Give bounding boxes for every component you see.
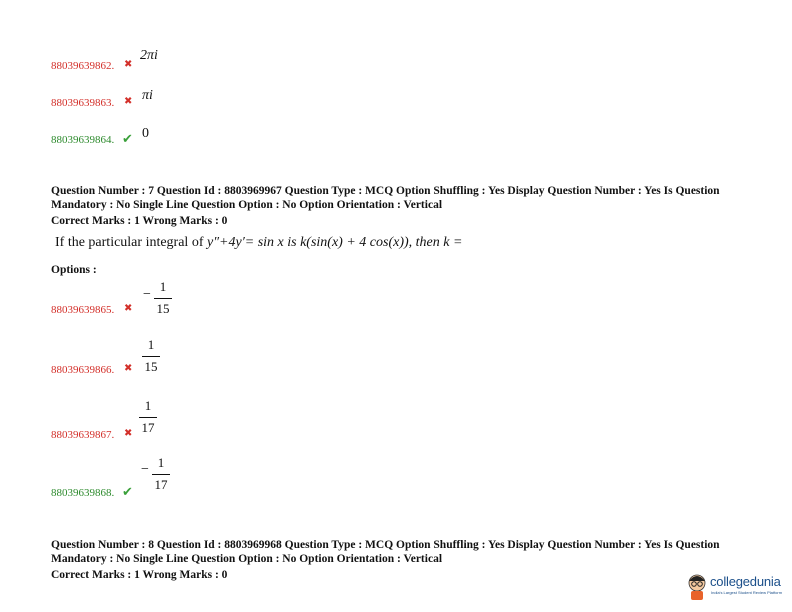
fraction-bar (139, 417, 157, 418)
fraction-numerator: 1 (159, 279, 167, 294)
wrong-mark-icon: ✖ (124, 303, 133, 314)
fraction-sign: − (143, 287, 151, 302)
correct-mark-icon: ✔ (122, 484, 133, 499)
option-fraction (139, 398, 157, 436)
logo-tagline: India's Largest Student Review Platform (711, 590, 783, 595)
question-header-line2: Mandatory : No Single Line Question Option : No Option Orientation : Vertical (51, 198, 443, 211)
option-id: 88039639866. (51, 364, 115, 376)
options-label: Options : (51, 264, 97, 276)
fraction-bar (154, 298, 172, 299)
option-fraction (154, 279, 172, 317)
option-id: 88039639863. (51, 97, 115, 109)
fraction-denominator: 15 (156, 301, 170, 316)
fraction-sign: − (141, 462, 149, 477)
question-header-line2: Mandatory : No Single Line Question Option : No Option Orientation : Vertical (51, 552, 443, 565)
wrong-mark-icon: ✖ (124, 59, 133, 70)
question-header-line1: Question Number : 8 Question Id : 8803969968 Question Type : MCQ Option Shuffling : Yes Display Question Number : Yes Is Question (51, 539, 720, 551)
option-value: πi (142, 88, 153, 103)
question-header (51, 185, 771, 212)
question-marks: Correct Marks : 1 Wrong Marks : 0 (51, 215, 228, 227)
fraction-denominator: 15 (144, 359, 158, 374)
fraction-bar (142, 356, 160, 357)
question-marks: Correct Marks : 1 Wrong Marks : 0 (51, 569, 228, 581)
fraction-numerator: 1 (144, 398, 152, 413)
collegedunia-logo (686, 571, 786, 605)
fraction-bar (152, 474, 170, 475)
question-text (55, 235, 462, 251)
question-header-line1: Question Number : 7 Question Id : 8803969967 Question Type : MCQ Option Shuffling : Yes Display Question Number : Yes Is Question (51, 185, 720, 197)
correct-mark-icon: ✔ (122, 131, 133, 146)
mascot-icon (686, 573, 708, 601)
wrong-mark-icon: ✖ (124, 428, 133, 439)
option-fraction (152, 455, 170, 493)
option-fraction (142, 337, 160, 375)
option-value: 0 (142, 126, 149, 141)
option-id: 88039639864. (51, 134, 115, 146)
fraction-numerator: 1 (147, 337, 155, 352)
wrong-mark-icon: ✖ (124, 363, 133, 374)
wrong-mark-icon: ✖ (124, 96, 133, 107)
option-value: 2πi (140, 48, 158, 63)
fraction-denominator: 17 (141, 420, 155, 435)
option-id: 88039639868. (51, 487, 115, 499)
option-id: 88039639867. (51, 429, 115, 441)
fraction-numerator: 1 (157, 455, 165, 470)
question-text-prefix: If the particular integral of (55, 235, 207, 250)
question-header (51, 539, 771, 566)
logo-name: collegedunia (710, 574, 781, 589)
option-id: 88039639862. (51, 60, 115, 72)
question-text-math: y″+4y′= sin x is k(sin(x) + 4 cos(x)), then k = (206, 235, 463, 250)
fraction-denominator: 17 (154, 477, 168, 492)
option-id: 88039639865. (51, 304, 115, 316)
